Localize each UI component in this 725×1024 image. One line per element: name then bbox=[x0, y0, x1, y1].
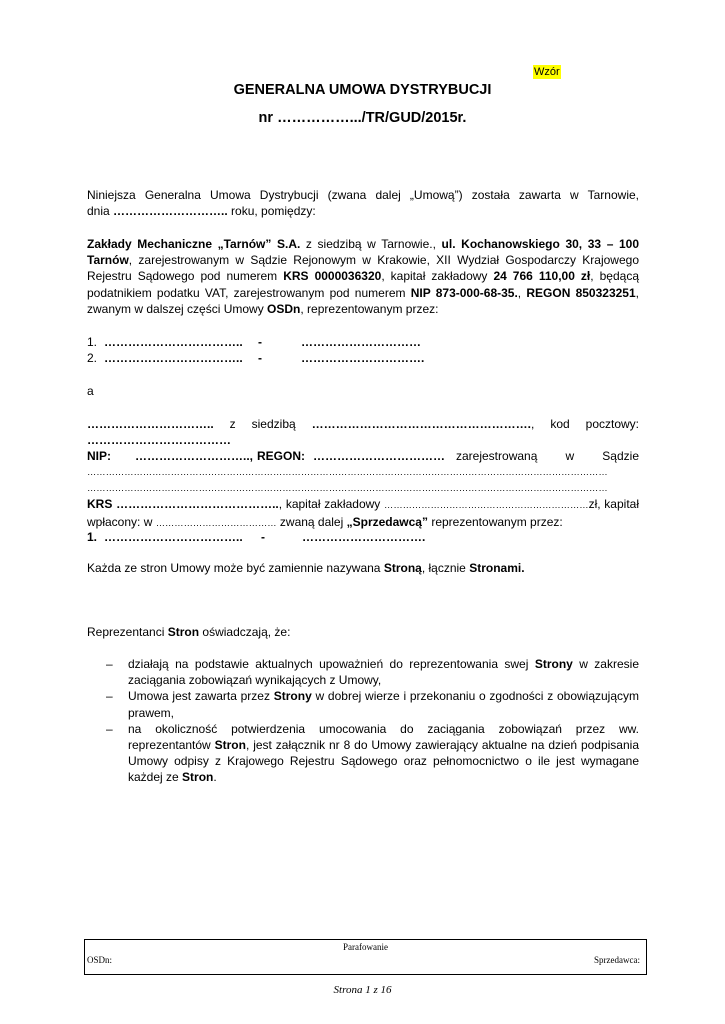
signatory-name-placeholder: …………………………….. bbox=[104, 351, 243, 365]
party2-nip-label: NIP: bbox=[87, 449, 111, 464]
document-title: GENERALNA UMOWA DYSTRYBUCJI bbox=[233, 82, 492, 98]
party2-dots-1: …………………………………………………………………………………………………………………………………………………… bbox=[87, 467, 608, 478]
intro-line-1: Niniejsza Generalna Umowa Dystrybucji (zwana dalej „Umową”) została zawarta w Tarnowie, bbox=[87, 188, 639, 202]
signatory-role-placeholder: …………………………. bbox=[301, 351, 425, 365]
document-number: nr …………….../TR/GUD/2015r. bbox=[258, 110, 467, 126]
initials-label: Parafowanie bbox=[343, 942, 388, 952]
declaration-list bbox=[106, 656, 639, 786]
parties-naming: Każda ze stron Umowy może być zamiennie nazywana Stroną, łącznie Stronami. bbox=[87, 561, 525, 575]
party2-line-1: ………………………….. z siedzibą ………………………………………………., kod pocztowy: ……………………………… bbox=[87, 417, 639, 448]
document-page: Wzór GENERALNA UMOWA DYSTRYBUCJI nr …………….../TR/GUD/2015r. Niniejsza Generalna Umowa Dystrybucji (zwana dalej „Umową”) została zawarta w Tarnowie, dnia ……………………….. roku, pomiędzy: Zakłady Mechaniczne „Tarnów” S.A. z siedzibą w Tarnowie., ul. Kochanowskiego 30, 33 – 100 Tarnów, zarejestrowanym w Sądzie Rejonowym w Krakowie, XII Wydział Gospodarczy Krajowego Rejestru Sądowego pod numerem KRS 0000036320, kapitał zakładowy 24 766 110,00 zł, będącą podatnikiem podatku VAT, zarejestrowanym pod numerem NIP 873-000-68-35., REGON 850323251, zwanym w dalszej części Umowy OSDn, reprezentowanym przez: 1. …………………………….. - ………………………… 2. …………………………….. - …………………………. a ………………………….. z siedzibą ………………………………………………., kod pocztowy: ……………………………… NIP: ……………………….., REGON: …………………………… zarejestrowaną w Sądzie …………………………………………………………………………………………………………………………………………………… …………………………………………………………………………………………………………………………………………………… KRS ………………………………….., kapitał zakładowy …………………………………………………………zł, kapitał wpłacony: w ………………………………… zwaną dalej „Sprzedawcą” reprezentowanym przez: 1. …………………………….. - …………………………. Każda ze stron Umowy może być zamiennie nazywana Stroną, łącznie Stronami. Reprezentanci Stron oświadczają, że: – działają na podstawie aktualnych upoważnień do reprezentowania swej Strony w zakresie zaciągania zobowiązań wynikających z Umowy, – Umowa jest zawarta przez Strony w dobrej wierze i przekonaniu o zgodności z obowiązującym prawem, – na okoliczność potwierdzenia umocowania do zaciągania zobowiązań przez ww. reprezentantów Stron, jest załącznik nr 8 do Umowy zawierający aktualne na dzień podpisania Umowy odpisy z Krajowego Rejestru Sądowego oraz pełnomocnictwo o ile jest wymagane każdej ze Stron. Parafowanie OSDn: Sprzedawca: Strona 1 z 16 bbox=[0, 0, 725, 1024]
initials-box bbox=[84, 939, 647, 975]
party2-dots-2: …………………………………………………………………………………………………………………………………………………… bbox=[87, 483, 608, 494]
signatory-name-placeholder: …………………………….. bbox=[104, 335, 243, 349]
party2-alias: „Sprzedawcą” bbox=[346, 514, 428, 529]
signatory-role-placeholder: …………………………. bbox=[302, 530, 426, 544]
initials-seller: Sprzedawca: bbox=[594, 955, 640, 965]
party1-capital: 24 766 110,00 zł bbox=[493, 269, 591, 284]
list-item: – na okoliczność potwierdzenia umocowania do zaciągania zobowiązań przez ww. reprezentantów Stron, jest załącznik nr 8 do Umowy zawierający aktualne na dzień podpisania Umowy odpisy z Krajowego Rejestru Sądowego oraz pełnomocnictwo o ile jest wymagane każdej ze Stron. bbox=[106, 721, 639, 785]
party2-regon-label: REGON: bbox=[257, 449, 305, 464]
signatory-role-placeholder: ………………………… bbox=[301, 335, 421, 349]
party1-regon: REGON 850323251 bbox=[526, 285, 636, 300]
party1-nip: NIP 873-000-68-35. bbox=[410, 285, 518, 300]
template-marker: Wzór bbox=[534, 66, 560, 78]
intro-paragraph bbox=[87, 187, 639, 219]
party1-krs: KRS 0000036320 bbox=[283, 269, 382, 284]
party2-line-6: wpłacony: w ………………………………… zwaną dalej „Sprzedawcą” reprezentowanym przez: bbox=[87, 514, 563, 529]
declaration-intro: Reprezentanci Stron oświadczają, że: bbox=[87, 625, 291, 639]
page-number: Strona 1 z 16 bbox=[333, 984, 392, 996]
party2-line-5: KRS ………………………………….., kapitał zakładowy …………………………………………………………zł, kapitał bbox=[87, 497, 639, 512]
party1-alias: OSDn bbox=[267, 301, 301, 316]
party1-street: ul. Kochanowskiego 30, bbox=[441, 237, 583, 251]
party1-name: Zakłady Mechaniczne „Tarnów” S.A. bbox=[87, 237, 301, 251]
date-placeholder: ……………………….. bbox=[113, 204, 228, 219]
signatory-name-placeholder: …………………………….. bbox=[104, 530, 243, 544]
list-item: – Umowa jest zawarta przez Strony w dobrej wierze i przekonaniu o zgodności z obowiązującym prawem, bbox=[106, 689, 640, 720]
initials-osdn: OSDn: bbox=[87, 955, 113, 965]
party2-paragraph bbox=[87, 416, 639, 531]
party1-paragraph: Zakłady Mechaniczne „Tarnów” S.A. z siedzibą w Tarnowie., ul. Kochanowskiego 30, 33 – 100 Tarnów, zarejestrowanym w Sądzie Rejonowym w Krakowie, XII Wydział Gospodarczy Krajowego Rejestru Sądowego pod numerem KRS 0000036320, kapitał zakładowy 24 766 110,00 zł, będącą podatnikiem podatku VAT, zarejestrowanym pod numerem NIP 873-000-68-35., REGON 850323251, zwanym w dalszej części Umowy OSDn, reprezentowanym przez: bbox=[87, 237, 640, 316]
intro-line-2: dnia ……………………….. roku, pomiędzy: bbox=[87, 204, 316, 219]
conjunction: a bbox=[87, 384, 94, 398]
list-item: – działają na podstawie aktualnych upoważnień do reprezentowania swej Strony w zakresie zaciągania zobowiązań wynikających z Umowy, bbox=[106, 657, 639, 688]
party1-city: 33 – 100 Tarnów bbox=[87, 237, 640, 268]
party2-line-2: NIP: ……………………….., REGON: …………………………… zarejestrowaną w Sądzie bbox=[87, 449, 639, 464]
